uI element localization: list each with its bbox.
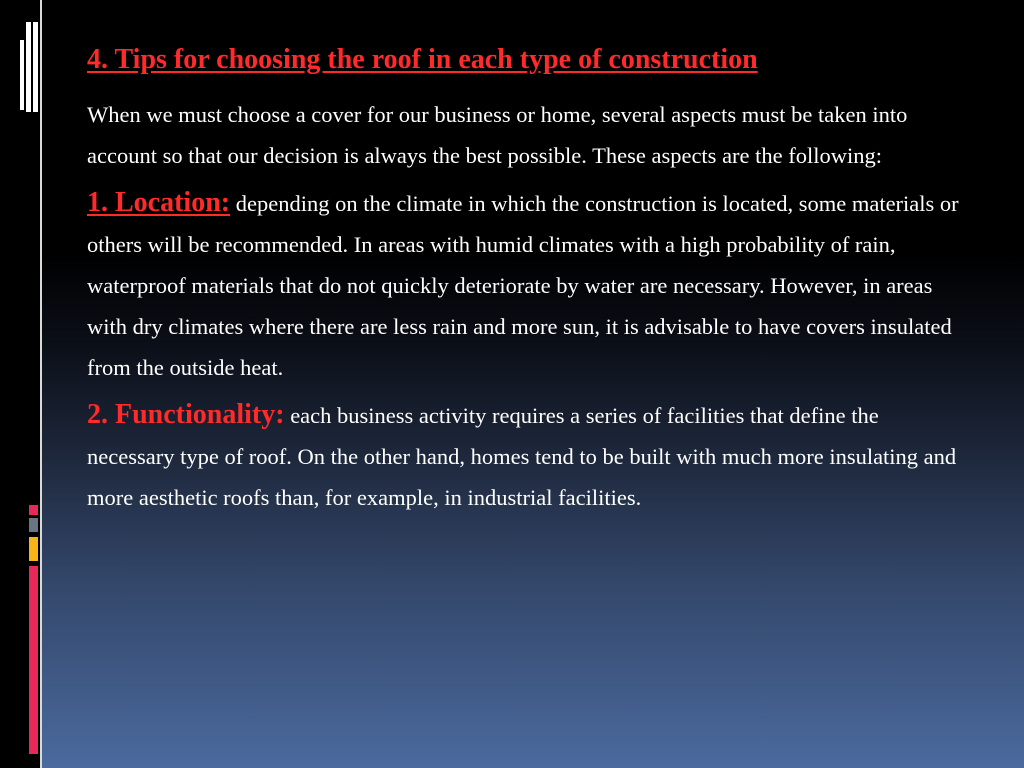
deco-bar-red-long [29,566,38,754]
slide-title: 4. Tips for choosing the roof in each type of construction [87,44,758,75]
decorative-bars [20,0,40,768]
section-functionality [87,394,967,518]
section-text-location: depending on the climate in which the construction is located, some materials or others will be recommended. In areas with humid climates with a high probability of rain, waterproof materials that do not quickly deteriorate by water are necessary. However, in areas with dry climates where there are less rain and more sun, it is advisable to have covers insulated from the outside heat. [87,191,959,380]
section-heading-functionality: 2. Functionality: [87,399,285,430]
deco-bar-gray [29,518,38,532]
deco-bar-white-3 [20,40,24,110]
section-heading-location: 1. Location: [87,187,231,218]
deco-bar-yellow [29,537,38,561]
intro-paragraph: When we must choose a cover for our business or home, several aspects must be taken into account so that our decision is always the best possible. These aspects are the following: [87,102,908,168]
deco-bar-white-2 [33,22,38,112]
deco-bar-white-1 [26,22,31,112]
section-location [87,182,967,388]
slide-content [87,40,967,524]
section-text-functionality: each business activity requires a series of facilities that define the necessary type of roof. On the other hand, homes tend to be built with much more insulating and more aesthetic roofs than, for example, in industrial facilities. [87,403,957,510]
deco-bar-red-top [29,505,38,515]
